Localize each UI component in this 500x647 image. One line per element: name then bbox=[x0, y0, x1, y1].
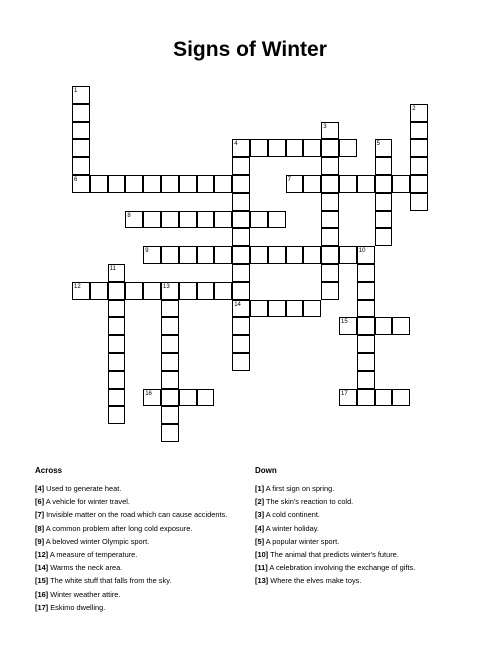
clue-text: A beloved winter Olympic sport. bbox=[45, 536, 150, 546]
cell-number: 15 bbox=[341, 319, 348, 326]
grid-cell[interactable] bbox=[392, 389, 410, 407]
grid-cell[interactable] bbox=[286, 246, 304, 264]
grid-cell[interactable] bbox=[375, 389, 393, 407]
grid-cell[interactable] bbox=[214, 211, 232, 229]
grid-cell[interactable] bbox=[268, 300, 286, 318]
clue-number: [8] bbox=[35, 523, 45, 533]
clue-number: [6] bbox=[35, 497, 45, 507]
grid-cell[interactable] bbox=[161, 389, 179, 407]
grid-cell[interactable] bbox=[143, 175, 161, 193]
grid-cell[interactable] bbox=[108, 282, 126, 300]
grid-cell[interactable] bbox=[268, 246, 286, 264]
grid-cell[interactable] bbox=[268, 139, 286, 157]
grid-cell[interactable] bbox=[357, 317, 375, 335]
cell-number: 6 bbox=[74, 177, 78, 183]
grid-cell[interactable] bbox=[108, 264, 126, 282]
grid-cell[interactable] bbox=[410, 122, 428, 140]
page-title: Signs of Winter bbox=[173, 38, 327, 61]
clue-text: Warms the neck area. bbox=[50, 563, 123, 573]
grid-cell[interactable] bbox=[357, 282, 375, 300]
grid-cell[interactable] bbox=[232, 282, 250, 300]
down-clue bbox=[255, 537, 470, 547]
cell-number: 10 bbox=[358, 248, 366, 255]
grid-cell[interactable] bbox=[214, 175, 232, 193]
grid-cell[interactable] bbox=[250, 211, 268, 229]
grid-cell[interactable] bbox=[375, 317, 393, 335]
grid-cell[interactable] bbox=[108, 300, 126, 318]
clue-number: [14] bbox=[35, 563, 49, 573]
grid-cell[interactable] bbox=[143, 389, 161, 407]
grid-cell[interactable] bbox=[410, 157, 428, 175]
grid-cell[interactable] bbox=[232, 139, 250, 157]
down-clue bbox=[255, 510, 470, 520]
clue-text: The animal that predicts winter's future. bbox=[270, 549, 399, 559]
grid-cell[interactable] bbox=[179, 389, 197, 407]
grid-cell[interactable] bbox=[197, 211, 215, 229]
clue-number: [13] bbox=[255, 576, 269, 586]
grid-cell[interactable] bbox=[410, 193, 428, 211]
grid-cell[interactable] bbox=[125, 211, 143, 229]
grid-cell[interactable] bbox=[392, 175, 410, 193]
grid-cell[interactable] bbox=[108, 406, 126, 424]
cell-number: 2 bbox=[412, 105, 416, 112]
grid-cell[interactable] bbox=[108, 335, 126, 353]
grid-cell[interactable] bbox=[214, 282, 232, 300]
grid-cell[interactable] bbox=[321, 157, 339, 175]
clue-text: Winter weather attire. bbox=[50, 589, 121, 599]
across-clue bbox=[35, 550, 245, 560]
grid-cell[interactable] bbox=[197, 246, 215, 264]
down-heading: Down bbox=[255, 466, 277, 475]
cell-number: 4 bbox=[234, 141, 238, 148]
clue-number: [9] bbox=[35, 536, 45, 546]
grid-cell[interactable] bbox=[72, 122, 90, 140]
grid-cell[interactable] bbox=[232, 193, 250, 211]
across-clue bbox=[35, 590, 245, 600]
grid-cell[interactable] bbox=[250, 246, 268, 264]
cell-number: 13 bbox=[163, 283, 170, 290]
grid-cell[interactable] bbox=[72, 86, 90, 104]
down-clue bbox=[255, 497, 470, 507]
grid-cell[interactable] bbox=[232, 211, 250, 229]
grid-cell[interactable] bbox=[357, 264, 375, 282]
grid-cell[interactable] bbox=[161, 335, 179, 353]
grid-cell[interactable] bbox=[179, 175, 197, 193]
clue-text: The white stuff that falls from the sky. bbox=[50, 576, 172, 586]
grid-cell[interactable] bbox=[321, 193, 339, 211]
cell-number: 7 bbox=[287, 177, 291, 183]
clue-text: A measure of temperature. bbox=[49, 549, 138, 559]
clue-number: [11] bbox=[255, 563, 268, 573]
grid-cell[interactable] bbox=[232, 228, 250, 246]
grid-cell[interactable] bbox=[72, 157, 90, 175]
grid-cell[interactable] bbox=[197, 175, 215, 193]
clue-text: A winter holiday. bbox=[265, 523, 319, 533]
across-heading: Across bbox=[35, 466, 63, 475]
grid-cell[interactable] bbox=[108, 175, 126, 193]
grid-cell[interactable] bbox=[357, 246, 375, 264]
grid-cell[interactable] bbox=[232, 317, 250, 335]
grid-cell[interactable] bbox=[286, 175, 304, 193]
grid-cell[interactable] bbox=[161, 282, 179, 300]
grid-cell[interactable] bbox=[321, 282, 339, 300]
grid-cell[interactable] bbox=[375, 139, 393, 157]
grid-cell[interactable] bbox=[179, 282, 197, 300]
clue-number: [1] bbox=[255, 484, 265, 493]
grid-cell[interactable] bbox=[161, 353, 179, 371]
grid-cell[interactable] bbox=[197, 282, 215, 300]
down-clue bbox=[255, 576, 470, 586]
clue-number: [4] bbox=[255, 523, 265, 533]
grid-cell[interactable] bbox=[108, 317, 126, 335]
clue-number: [3] bbox=[255, 510, 265, 520]
across-clue bbox=[35, 497, 245, 507]
grid-cell[interactable] bbox=[143, 211, 161, 229]
clue-text: A vehicle for winter travel. bbox=[45, 497, 130, 507]
grid-cell[interactable] bbox=[303, 139, 321, 157]
grid-cell[interactable] bbox=[179, 211, 197, 229]
grid-cell[interactable] bbox=[125, 175, 143, 193]
cell-number: 5 bbox=[376, 141, 380, 148]
cell-number: 17 bbox=[341, 390, 348, 397]
across-clue bbox=[35, 603, 245, 613]
cell-number: 12 bbox=[74, 283, 81, 290]
grid-cell[interactable] bbox=[339, 139, 357, 157]
clue-text: A first sign on spring. bbox=[265, 484, 335, 493]
grid-cell[interactable] bbox=[161, 424, 179, 442]
grid-cell[interactable] bbox=[232, 264, 250, 282]
grid-cell[interactable] bbox=[321, 139, 339, 157]
grid-cell[interactable] bbox=[250, 139, 268, 157]
clue-number: [15] bbox=[35, 576, 49, 586]
down-clue bbox=[255, 550, 470, 560]
grid-cell[interactable] bbox=[90, 175, 108, 193]
clue-text: Eskimo dwelling. bbox=[50, 602, 106, 612]
grid-cell[interactable] bbox=[357, 353, 375, 371]
grid-cell[interactable] bbox=[232, 353, 250, 371]
grid-cell[interactable] bbox=[410, 139, 428, 157]
grid-cell[interactable] bbox=[72, 282, 90, 300]
clue-text: Invisible matter on the road which can cause accidents. bbox=[46, 510, 228, 520]
grid-cell[interactable] bbox=[161, 300, 179, 318]
clue-number: [5] bbox=[255, 536, 265, 546]
grid-cell[interactable] bbox=[321, 122, 339, 140]
clue-text: A cold continent. bbox=[265, 510, 320, 520]
grid-cell[interactable] bbox=[143, 282, 161, 300]
clue-text: The skin's reaction to cold. bbox=[265, 497, 354, 507]
grid-cell[interactable] bbox=[268, 211, 286, 229]
grid-cell[interactable] bbox=[232, 175, 250, 193]
grid-cell[interactable] bbox=[375, 175, 393, 193]
grid-cell[interactable] bbox=[161, 317, 179, 335]
grid-cell[interactable] bbox=[303, 300, 321, 318]
clue-number: [17] bbox=[35, 602, 49, 612]
grid-cell[interactable] bbox=[375, 193, 393, 211]
grid-cell[interactable] bbox=[108, 371, 126, 389]
grid-cell[interactable] bbox=[286, 139, 304, 157]
grid-cell[interactable] bbox=[357, 335, 375, 353]
grid-cell[interactable] bbox=[357, 300, 375, 318]
grid-cell[interactable] bbox=[232, 246, 250, 264]
grid-cell[interactable] bbox=[161, 371, 179, 389]
grid-cell[interactable] bbox=[375, 157, 393, 175]
grid-cell[interactable] bbox=[161, 211, 179, 229]
across-clue bbox=[35, 576, 245, 586]
grid-cell[interactable] bbox=[375, 228, 393, 246]
grid-cell[interactable] bbox=[410, 175, 428, 193]
grid-cell[interactable] bbox=[161, 246, 179, 264]
cell-number: 9 bbox=[145, 248, 149, 255]
across-clue bbox=[35, 510, 245, 520]
grid-cell[interactable] bbox=[339, 246, 357, 264]
cell-number: 8 bbox=[127, 212, 131, 219]
grid-cell[interactable] bbox=[392, 317, 410, 335]
clue-text: A popular winter sport. bbox=[265, 536, 340, 546]
cell-number: 14 bbox=[234, 301, 241, 308]
across-clue bbox=[35, 563, 245, 573]
grid-cell[interactable] bbox=[125, 282, 143, 300]
grid-cell[interactable] bbox=[214, 246, 232, 264]
clue-number: [16] bbox=[35, 589, 49, 599]
down-clue-list bbox=[255, 484, 470, 590]
cell-number: 1 bbox=[74, 88, 78, 94]
grid-cell[interactable] bbox=[90, 282, 108, 300]
clue-number: [4] bbox=[35, 484, 45, 493]
grid-cell[interactable] bbox=[232, 157, 250, 175]
cell-number: 3 bbox=[323, 123, 327, 130]
grid-cell[interactable] bbox=[375, 211, 393, 229]
grid-cell[interactable] bbox=[321, 211, 339, 229]
grid-cell[interactable] bbox=[321, 264, 339, 282]
grid-cell[interactable] bbox=[161, 175, 179, 193]
clue-number: [2] bbox=[255, 497, 265, 507]
grid-cell[interactable] bbox=[357, 371, 375, 389]
grid-cell[interactable] bbox=[321, 246, 339, 264]
clue-number: [7] bbox=[35, 510, 45, 520]
grid-cell[interactable] bbox=[232, 335, 250, 353]
grid-cell[interactable] bbox=[250, 300, 268, 318]
clue-number: [10] bbox=[255, 549, 269, 559]
grid-cell[interactable] bbox=[72, 139, 90, 157]
grid-cell[interactable] bbox=[143, 246, 161, 264]
grid-cell[interactable] bbox=[357, 175, 375, 193]
grid-cell[interactable] bbox=[286, 300, 304, 318]
grid-cell[interactable] bbox=[339, 389, 357, 407]
grid-cell[interactable] bbox=[197, 389, 215, 407]
grid-cell[interactable] bbox=[339, 317, 357, 335]
grid-cell[interactable] bbox=[321, 228, 339, 246]
down-clue bbox=[255, 484, 470, 494]
grid-cell[interactable] bbox=[321, 175, 339, 193]
grid-cell[interactable] bbox=[410, 104, 428, 122]
grid-cell[interactable] bbox=[357, 389, 375, 407]
down-clue bbox=[255, 563, 470, 573]
grid-cell[interactable] bbox=[161, 406, 179, 424]
clue-number: [12] bbox=[35, 549, 49, 559]
grid-cell[interactable] bbox=[232, 300, 250, 318]
across-clue bbox=[35, 484, 245, 494]
clue-text: Used to generate heat. bbox=[46, 484, 122, 493]
down-clue bbox=[255, 524, 470, 534]
across-clue-list bbox=[35, 484, 245, 616]
clue-text: Where the elves make toys. bbox=[270, 576, 362, 586]
grid-cell[interactable] bbox=[303, 175, 321, 193]
clue-text: A celebration involving the exchange of gifts. bbox=[269, 563, 416, 573]
cell-number: 11 bbox=[109, 266, 116, 272]
grid-cell[interactable] bbox=[339, 175, 357, 193]
clue-text: A common problem after long cold exposure. bbox=[45, 523, 193, 533]
grid-cell[interactable] bbox=[72, 175, 90, 193]
grid-cell[interactable] bbox=[303, 246, 321, 264]
across-clue bbox=[35, 524, 245, 534]
grid-cell[interactable] bbox=[108, 389, 126, 407]
grid-cell[interactable] bbox=[108, 353, 126, 371]
grid-cell[interactable] bbox=[179, 246, 197, 264]
across-clue bbox=[35, 537, 245, 547]
cell-number: 16 bbox=[145, 390, 152, 397]
grid-cell[interactable] bbox=[72, 104, 90, 122]
